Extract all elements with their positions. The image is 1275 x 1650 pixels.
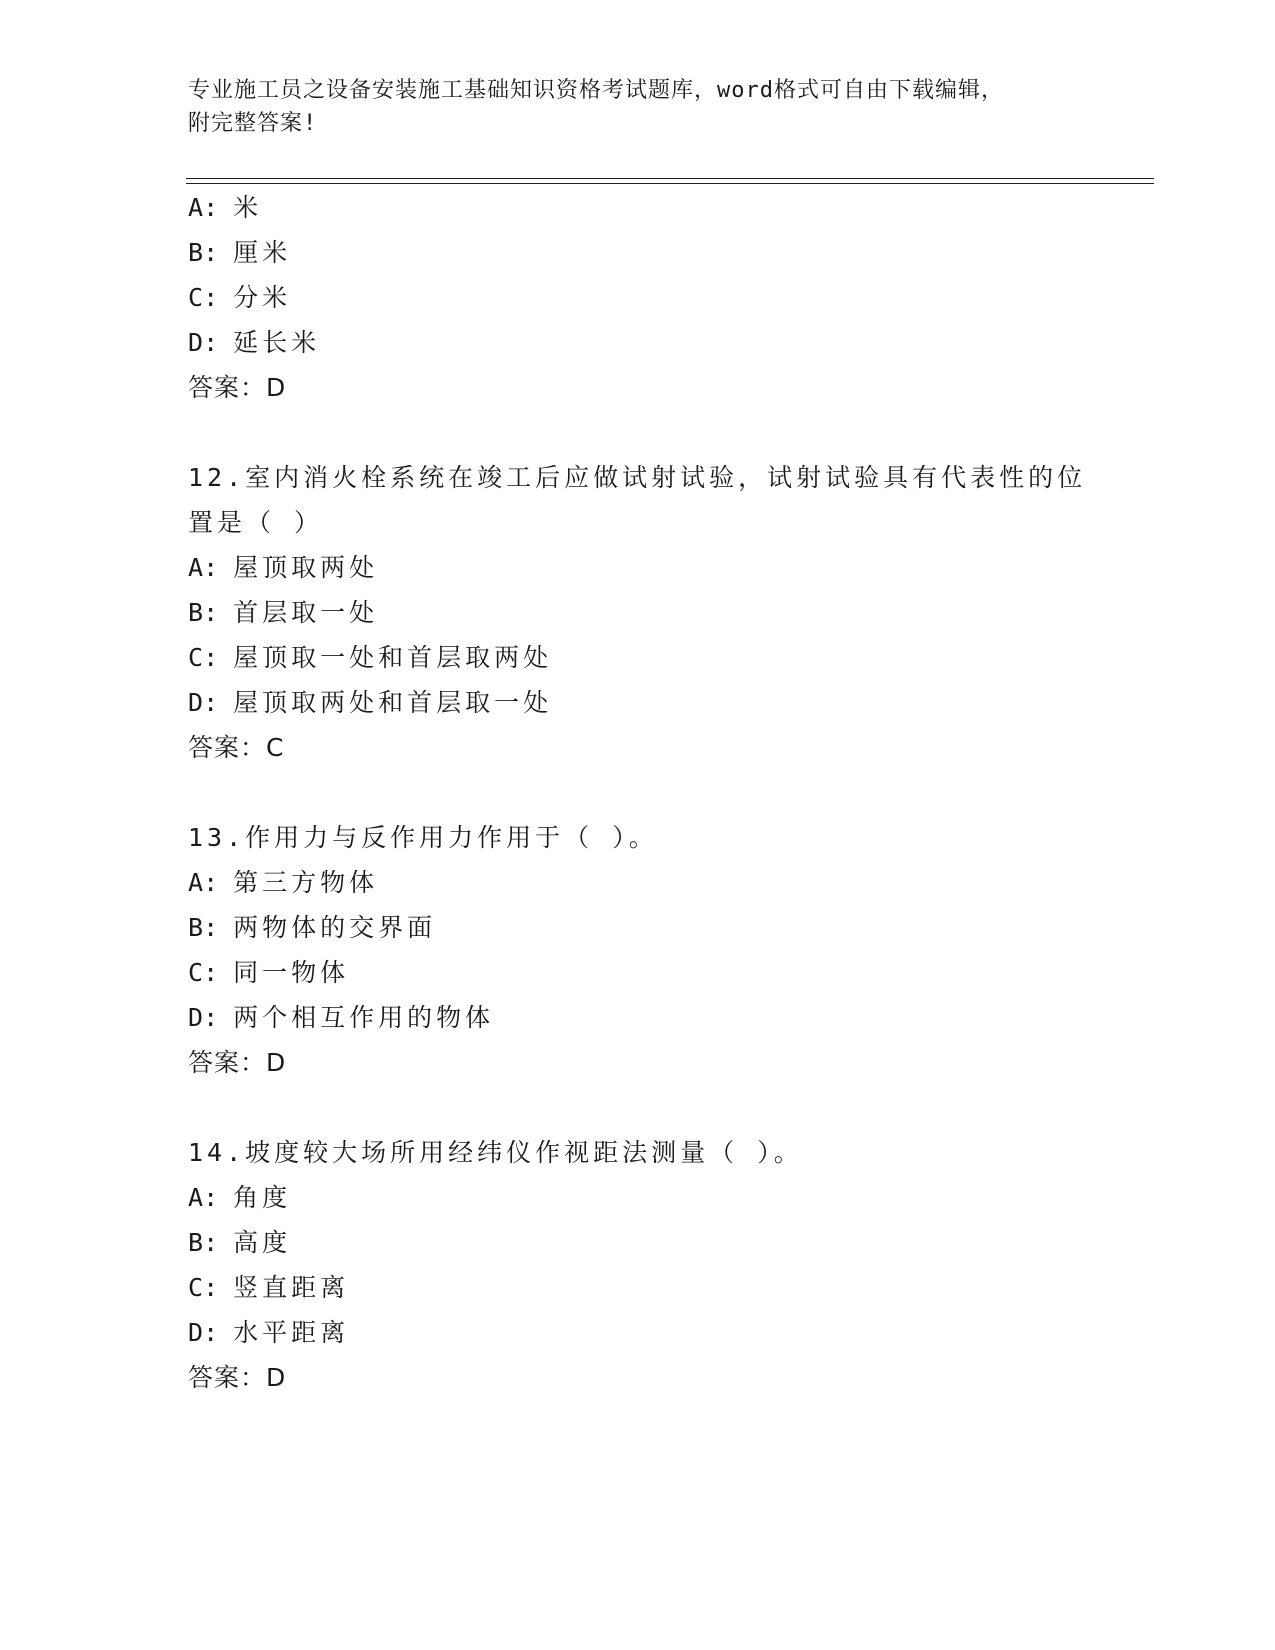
q11-option-b: B: 厘米: [188, 238, 292, 267]
q13-option-c: C: 同一物体: [188, 958, 350, 987]
q12-option-c: C: 屋顶取一处和首层取两处: [188, 643, 553, 672]
q12-option-d: D: 屋顶取两处和首层取一处: [188, 688, 553, 717]
document-header: [188, 74, 1108, 140]
q11-option-c: C: 分米: [188, 283, 292, 312]
header-divider-top: [186, 178, 1154, 179]
q11-option-a: A: 米: [188, 193, 263, 222]
q14-option-d: D: 水平距离: [188, 1318, 350, 1347]
q12-option-b: B: 首层取一处: [188, 598, 379, 627]
header-title-line2: 附完整答案!: [188, 111, 318, 136]
q14-answer: 答案：D: [188, 1363, 286, 1392]
q12-answer: 答案：C: [188, 733, 284, 762]
header-title-line1: 专业施工员之设备安装施工基础知识资格考试题库，word格式可自由下载编辑，: [188, 78, 1004, 103]
q14-question: 14.坡度较大场所用经纬仪作视距法测量（ ）。: [188, 1138, 803, 1167]
q12-question-line2: 置是（ ）: [188, 508, 324, 537]
q13-answer: 答案：D: [188, 1048, 286, 1077]
header-divider-bottom: [186, 183, 1154, 184]
q14-option-a: A: 角度: [188, 1183, 292, 1212]
q13-option-d: D: 两个相互作用的物体: [188, 1003, 495, 1032]
q14-option-c: C: 竖直距离: [188, 1273, 350, 1302]
q11-option-d: D: 延长米: [188, 328, 321, 357]
q14-option-b: B: 高度: [188, 1228, 292, 1257]
q13-option-a: A: 第三方物体: [188, 868, 379, 897]
q13-question: 13.作用力与反作用力作用于（ ）。: [188, 823, 658, 852]
q12-question-line1: 12.室内消火栓系统在竣工后应做试射试验，试射试验具有代表性的位: [188, 463, 1087, 492]
q13-option-b: B: 两物体的交界面: [188, 913, 437, 942]
q11-answer: 答案：D: [188, 373, 286, 402]
q12-option-a: A: 屋顶取两处: [188, 553, 379, 582]
